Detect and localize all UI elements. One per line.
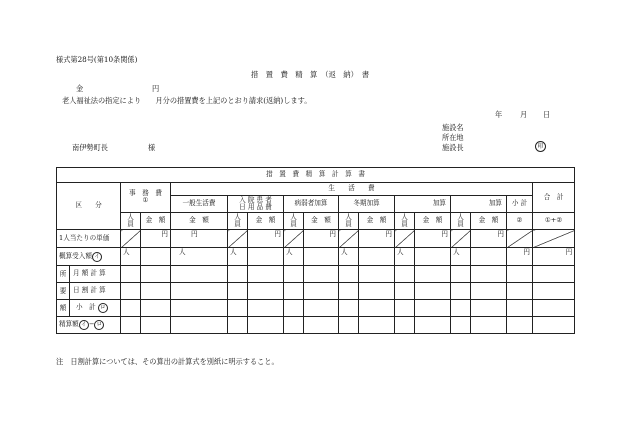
row-label-shoukei: 額 小 計 ロ	[57, 300, 121, 317]
cell	[415, 248, 451, 266]
jinin-header: 人員	[228, 213, 248, 230]
kingaku-header: 金 額	[248, 213, 284, 230]
request-statement: 老人福祉法の指定により 月分の措置費を上記のとおり請求(返納)します。	[62, 96, 312, 105]
jinin-header: 人員	[339, 213, 359, 230]
form-number: 様式第28号(第10条関係)	[56, 55, 138, 64]
shoukei-no: ②	[507, 213, 533, 230]
goukei-formula: ①+②	[533, 213, 575, 230]
yen-unit: 円	[507, 248, 533, 266]
date-year: 年	[495, 110, 503, 119]
addressee-honorific: 様	[148, 143, 156, 152]
table-title: 措 置 費 精 算 計 算 書	[57, 168, 575, 183]
kingaku-header: 金 額	[471, 213, 507, 230]
addressee-mayor: 南伊勢町長	[72, 143, 108, 152]
circle-ro-mark: ロ	[98, 303, 108, 313]
yen-unit: 円	[471, 230, 507, 248]
group-byoujaku: 病弱者加算	[284, 196, 339, 213]
kingaku-header: 金 額	[141, 213, 171, 230]
kubun-header: 区 分	[57, 183, 121, 230]
kingaku-header: 金 額	[304, 213, 339, 230]
facility-address-label: 所在地	[442, 133, 464, 142]
diagonal-cell	[284, 230, 304, 248]
nin-unit: 人	[121, 248, 141, 266]
amount-unit: 円	[152, 84, 160, 93]
document-title: 措 置 費 精 算 （返 納） 書	[250, 70, 370, 79]
jinin-header: 人員	[451, 213, 471, 230]
goukei-header: 合 計	[533, 183, 575, 213]
cell	[248, 248, 284, 266]
nin-unit: 人	[284, 248, 304, 266]
facility-name-label: 施設名	[442, 123, 464, 132]
jimu-header: 事 務 費 ①	[121, 183, 171, 213]
row-label-per-person: 1人当たりの単価	[57, 230, 121, 248]
jinin-header: 人員	[284, 213, 304, 230]
yen-unit: 円	[533, 248, 575, 266]
kingaku-header: 金 額	[359, 213, 395, 230]
row-label-getsugaku: 所 月 額 計 算	[57, 266, 121, 283]
group-kasan-2: 加算	[451, 196, 507, 213]
cell	[304, 248, 339, 266]
facility-head-label: 施設長	[442, 143, 464, 152]
shoyo-char-2: 要	[57, 283, 70, 299]
diagonal-cell	[395, 230, 415, 248]
diagonal-cell	[339, 230, 359, 248]
yen-unit: 円	[171, 230, 228, 248]
date-month: 月	[520, 110, 528, 119]
amount-label: 金	[76, 84, 84, 93]
settlement-table	[56, 167, 575, 334]
jinin-header: 人員	[121, 213, 141, 230]
jinin-header: 人員	[395, 213, 415, 230]
yen-unit: 円	[359, 230, 395, 248]
cell	[359, 248, 395, 266]
diagonal-cell	[228, 230, 248, 248]
group-ippan: 一般生活費	[171, 196, 228, 213]
nin-unit: 人	[171, 248, 228, 266]
shoyo-char-1: 所	[57, 266, 70, 282]
kingaku-header: 金 額	[415, 213, 451, 230]
diagonal-cell	[121, 230, 141, 248]
yen-unit: 円	[415, 230, 451, 248]
yen-unit: 円	[141, 230, 171, 248]
nin-unit: 人	[228, 248, 248, 266]
footnote: 注 日割計算については、その算出の計算式を別紙に明示すること。	[56, 357, 279, 366]
shoukei-header: 小 計	[507, 196, 533, 213]
group-kasan-1: 加算	[395, 196, 451, 213]
cell	[471, 248, 507, 266]
seal-mark: 印	[535, 141, 546, 152]
circle-i-mark: イ	[92, 252, 102, 262]
row-label-nichiwari: 要 日 割 計 算	[57, 283, 121, 300]
shoyo-char-3: 額	[57, 300, 70, 316]
row-label-seisan: 精算額 イ − ロ	[57, 317, 121, 334]
cell	[141, 248, 171, 266]
date-day: 日	[543, 110, 551, 119]
diagonal-cell	[533, 230, 575, 248]
group-nyuin: 入 院 患 者 日 用 品 費	[228, 196, 284, 213]
diagonal-cell	[507, 230, 533, 248]
row-label-gaisan: 概算受入額 イ	[57, 248, 121, 266]
nin-unit: 人	[451, 248, 471, 266]
diagonal-cell	[451, 230, 471, 248]
group-touki: 冬期加算	[339, 196, 395, 213]
nin-unit: 人	[339, 248, 359, 266]
seikatsu-header: 生 活 費	[171, 183, 533, 196]
yen-unit: 円	[304, 230, 339, 248]
yen-unit: 円	[248, 230, 284, 248]
kingaku-header: 金 額	[171, 213, 228, 230]
nin-unit: 人	[395, 248, 415, 266]
